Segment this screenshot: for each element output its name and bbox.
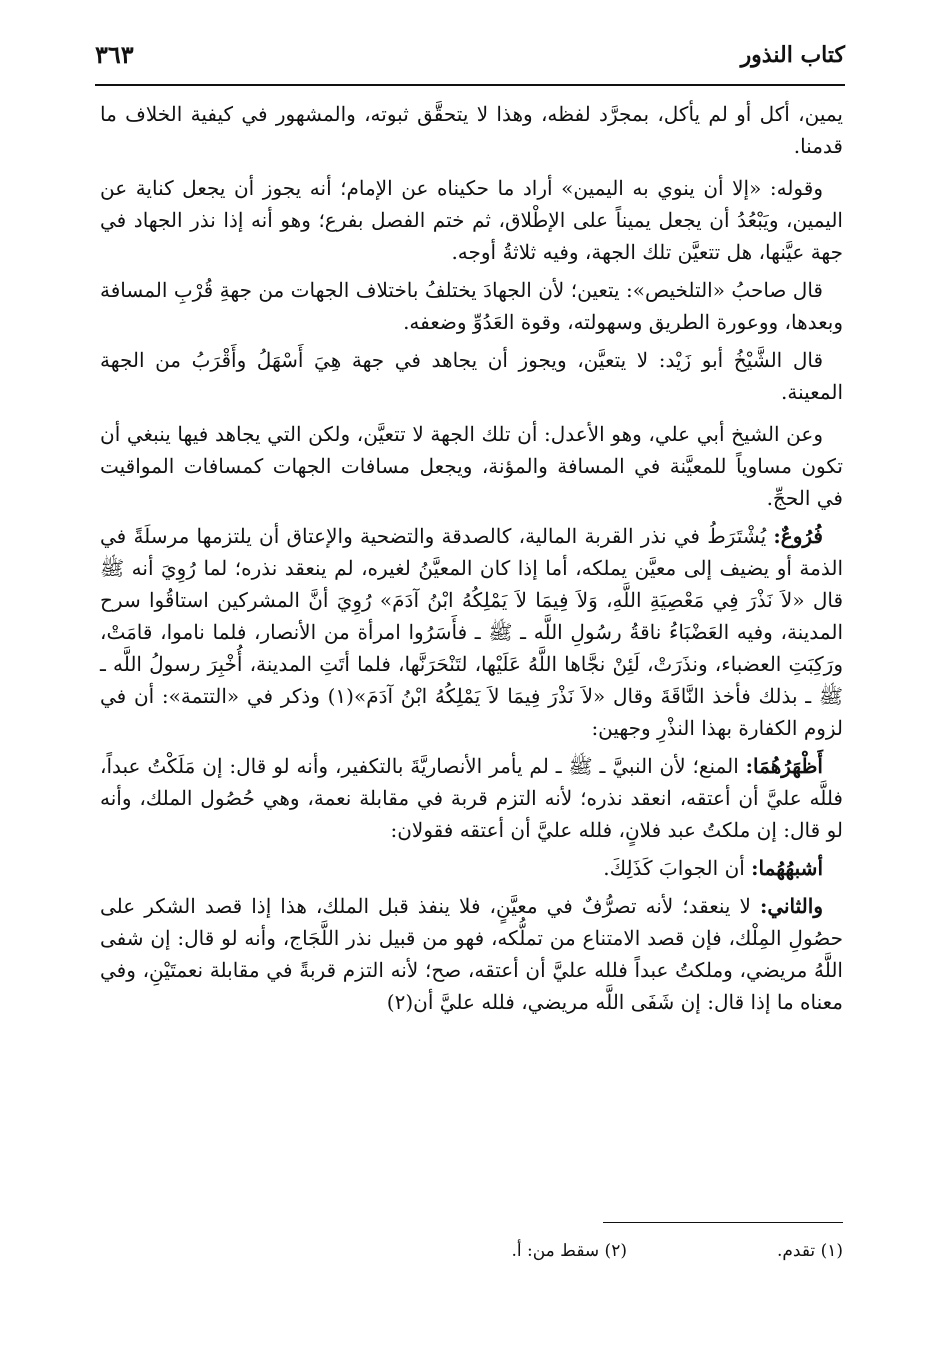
paragraph-text: وعن الشيخ أبي علي، وهو الأعدل: أن تلك الجهة لا تتعيَّن، ولكن التي يجاهد فيها ينبغي أن تكون مساوياً للمعيَّنة في المسافة والمؤنة، ويجعل مسافات الجهات كمسافات المواقيت في الحجِّ. bbox=[100, 422, 843, 510]
page-header bbox=[95, 36, 845, 86]
paragraph bbox=[100, 890, 843, 1018]
paragraph bbox=[100, 852, 843, 884]
paragraph-text: قال الشَّيْخُ أبو زَيْد: لا يتعيَّن، ويجوز أن يجاهد في جهة هِيَ أَسْهَلُ وأَقْرَبُ من الجهة المعينة. bbox=[100, 348, 843, 404]
footnote-divider bbox=[603, 1222, 843, 1223]
paragraph-text: يُشْتَرَطُ في نذر القربة المالية، كالصدقة والتضحية والإعتاق أن يلتزمها مرسلَةً في الذمة أو يضيف إلى معيَّن يملكه، أما إذا كان المعيَّنُ لغيره، لم ينعقد نذره؛ لما رُوِيَ أنه ﷺ قال «لاَ نَذْرَ فِي مَعْصِيَةِ اللَّهِ، وَلاَ فِيمَا لاَ يَمْلِكُهُ ابْنُ آدَمَ» رُوِيَ أنَّ المشركين استاقُوا سرح المدينة، وفيه العَضْبَاءُ ناقةُ رسُولِ اللَّه ـ ﷺ ـ فأَسَرُوا امرأة من الأنصار، فلما ناموا، قامَتْ، ورَكِبَتِ العضباء، ونذَرَتْ، لَئِنْ نجَّاها اللَّهُ عَلَيْها، لتَنْحَرَنَّها، فلما أتَتِ المدينة، أُخْبِرَ رسولُ اللَّه ـ ﷺ ـ بذلك فأخذ النَّاقَةَ وقال «لاَ نَذْرَ فِيمَا لاَ يَمْلِكُهُ ابْنُ آدَمَ»(١) وذكر في «التتمة»: أن في لزوم الكفارة بهذا النذْرِ وجهين: bbox=[100, 524, 843, 740]
paragraph-text: لا ينعقد؛ لأنه تصرُّفٌ في معيَّنٍ، فلا ينفذ قبل الملك، هذا إذا قصد الشكر على حصُولِ المِلْك، فإن قصد الامتناع من تملُّكه، فهو من قبيل نذر اللَّجَاج، وأنه لو قال: إن شفى اللَّهُ مريضي، وملكتُ عبداً فلله عليَّ أن أعتقه، صح؛ لأنه التزم قربةً في مقابلة نعمتَيْنِ، وفي معناه ما إذا قال: إن شَفَى اللَّه مريضي، فلله عليَّ أن(٢) bbox=[100, 894, 843, 1014]
running-title: كتاب النذور bbox=[740, 42, 845, 68]
paragraph bbox=[100, 98, 843, 162]
paragraph-lead: والثاني: bbox=[759, 894, 823, 918]
footnote: (٢) سقط من: أ. bbox=[511, 1241, 627, 1261]
page-number: ٣٦٣ bbox=[95, 40, 134, 69]
paragraph bbox=[100, 418, 843, 514]
paragraph bbox=[100, 520, 843, 744]
paragraph-lead: أَظْهَرُهُمَا: bbox=[745, 754, 823, 778]
paragraph bbox=[100, 172, 843, 268]
footnote-row bbox=[100, 1241, 843, 1261]
paragraph-lead: أشبهُهُما: bbox=[751, 856, 823, 880]
paragraph-text: قال صاحبُ «التلخيص»: يتعين؛ لأن الجهادَ يختلفُ باختلاف الجهات من جهةِ قُرْبِ المسافة وبعدها، ووعورة الطريق وسهولته، وقوة العَدُوِّ وضعفه. bbox=[100, 278, 843, 334]
paragraph-text: وقوله: «إلا أن ينوي به اليمين» أراد ما حكيناه عن الإمام؛ أنه يجوز أن يجعل كناية عن اليمين، ويَبْعُدُ أن يجعل يميناً على الإطْلاق، ثم ختم الفصل بفرع؛ وهو أنه إذا نذر الجهاد في جهة عيَّنها، هل تتعيَّن تلك الجهة، وفيه ثلاثةُ أوجه. bbox=[100, 176, 843, 264]
paragraph bbox=[100, 344, 843, 408]
footnote: (١) تقدم. bbox=[776, 1241, 843, 1261]
paragraph bbox=[100, 750, 843, 846]
paragraph-lead: فُرُوعٌ: bbox=[773, 524, 823, 548]
paragraph-text: أن الجوابَ كَذَلِكَ. bbox=[603, 856, 745, 880]
paragraph-text: المنع؛ لأن النبيَّ ـ ﷺ ـ لم يأمر الأنصاريَّةَ بالتكفير، وأنه لو قال: إن مَلَكْتُ عبداً، فللَّه عليَّ أن أعتقه، انعقد نذره؛ لأنه التزم قربة في مقابلة نعمة، وهي حُصُول الملك، وأنه لو قال: إن ملكتُ عبد فلانٍ، فلله عليَّ أن أعتقه فقولان: bbox=[100, 754, 843, 842]
paragraph-text: يمين، أكل أو لم يأكل، بمجرَّد لفظه، وهذا لا يتحقَّق ثبوته، والمشهور في كيفية الخلاف ما قدمنا. bbox=[100, 102, 843, 158]
footnotes bbox=[100, 1222, 843, 1261]
main-text bbox=[100, 98, 843, 1024]
paragraph bbox=[100, 274, 843, 338]
